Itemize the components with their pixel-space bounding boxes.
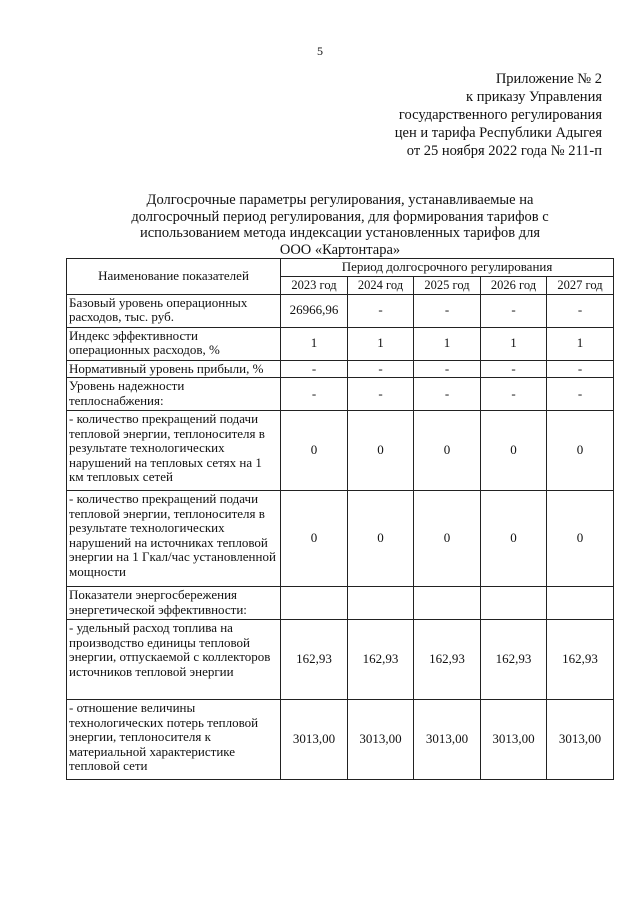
row-label: - количество прекращений подачи тепловой энергии, теплоносителя в результате технологических нарушений на источниках тепловой энергии на 1 Гкал/час установленной мощности bbox=[67, 491, 281, 587]
table-cell: 0 bbox=[281, 411, 348, 491]
table-row bbox=[67, 620, 614, 700]
appendix-line: от 25 ноября 2022 года № 211-п bbox=[406, 143, 602, 159]
table-cell: 0 bbox=[348, 411, 414, 491]
row-label: Индекс эффективности операционных расходов, % bbox=[67, 327, 281, 360]
title-line: ООО «Картонтара» bbox=[279, 241, 401, 258]
row-label: Уровень надежности теплоснабжения: bbox=[67, 378, 281, 411]
year-header: 2024 год bbox=[348, 276, 414, 294]
table-cell: 1 bbox=[547, 327, 614, 360]
table-cell: - bbox=[348, 360, 414, 378]
table-cell: 3013,00 bbox=[414, 700, 481, 780]
table-cell: 1 bbox=[481, 327, 547, 360]
table-cell: 26966,96 bbox=[281, 294, 348, 327]
table-cell: 3013,00 bbox=[481, 700, 547, 780]
table-row bbox=[67, 327, 614, 360]
appendix-line: государственного регулирования bbox=[398, 107, 602, 123]
table-row bbox=[67, 378, 614, 411]
table-cell: 162,93 bbox=[547, 620, 614, 700]
table-cell: 162,93 bbox=[414, 620, 481, 700]
table-cell bbox=[414, 587, 481, 620]
table-cell: - bbox=[348, 378, 414, 411]
table-cell: 162,93 bbox=[348, 620, 414, 700]
table-row bbox=[67, 700, 614, 780]
table-cell: 0 bbox=[348, 491, 414, 587]
table-cell: - bbox=[281, 360, 348, 378]
appendix-line: Приложение № 2 bbox=[495, 71, 602, 87]
table-cell: 0 bbox=[414, 491, 481, 587]
table-cell bbox=[481, 587, 547, 620]
table-cell: 3013,00 bbox=[547, 700, 614, 780]
table-cell: 1 bbox=[348, 327, 414, 360]
table-cell: 162,93 bbox=[481, 620, 547, 700]
table-cell: 0 bbox=[281, 491, 348, 587]
table-cell: 3013,00 bbox=[281, 700, 348, 780]
appendix-line: цен и тарифа Республики Адыгея bbox=[394, 125, 602, 141]
table-cell bbox=[348, 587, 414, 620]
table-cell: 3013,00 bbox=[348, 700, 414, 780]
table-cell: 0 bbox=[547, 411, 614, 491]
table-cell: - bbox=[414, 378, 481, 411]
column-header-name: Наименование показателей bbox=[67, 259, 281, 295]
regulation-parameters-table bbox=[66, 258, 614, 780]
title-line: долгосрочный период регулирования, для формирования тарифов с bbox=[131, 208, 549, 225]
row-label: Нормативный уровень прибыли, % bbox=[67, 360, 281, 378]
column-header-period: Период долгосрочного регулирования bbox=[281, 259, 614, 277]
table-cell: 162,93 bbox=[281, 620, 348, 700]
table-cell bbox=[547, 587, 614, 620]
table-cell: - bbox=[547, 360, 614, 378]
table-cell: 0 bbox=[414, 411, 481, 491]
row-label: - удельный расход топлива на производство единицы тепловой энергии, отпускаемой с коллекторов источников тепловой энергии bbox=[67, 620, 281, 700]
appendix-line: к приказу Управления bbox=[466, 89, 602, 105]
table-cell: - bbox=[481, 378, 547, 411]
row-label: - отношение величины технологических потерь тепловой энергии, теплоносителя к материальной характеристике тепловой сети bbox=[67, 700, 281, 780]
year-header: 2027 год bbox=[547, 276, 614, 294]
table-cell: - bbox=[481, 294, 547, 327]
table-cell: 0 bbox=[481, 411, 547, 491]
table-cell: - bbox=[414, 360, 481, 378]
table-row bbox=[67, 491, 614, 587]
table-cell: - bbox=[547, 294, 614, 327]
table-cell: - bbox=[348, 294, 414, 327]
table-cell: - bbox=[481, 360, 547, 378]
year-header: 2023 год bbox=[281, 276, 348, 294]
table-cell: 1 bbox=[281, 327, 348, 360]
year-header: 2026 год bbox=[481, 276, 547, 294]
document-title bbox=[70, 192, 610, 258]
table-cell: 0 bbox=[481, 491, 547, 587]
table-row bbox=[67, 294, 614, 327]
table-cell bbox=[281, 587, 348, 620]
year-header: 2025 год bbox=[414, 276, 481, 294]
page-number: 5 bbox=[317, 44, 323, 58]
title-line: Долгосрочные параметры регулирования, устанавливаемые на bbox=[146, 192, 534, 208]
table-row bbox=[67, 411, 614, 491]
row-label: Показатели энергосбережения энергетической эффективности: bbox=[67, 587, 281, 620]
table-row bbox=[67, 587, 614, 620]
row-label: Базовый уровень операционных расходов, тыс. руб. bbox=[67, 294, 281, 327]
table-cell: - bbox=[281, 378, 348, 411]
appendix-header bbox=[302, 70, 602, 160]
table-cell: - bbox=[414, 294, 481, 327]
row-label: - количество прекращений подачи тепловой энергии, теплоносителя в результате технологических нарушений на тепловых сетях на 1 км тепловых сетей bbox=[67, 411, 281, 491]
table-cell: 0 bbox=[547, 491, 614, 587]
table-cell: - bbox=[547, 378, 614, 411]
title-line: использованием метода индексации установленных тарифов для bbox=[139, 225, 541, 241]
table-row bbox=[67, 360, 614, 378]
table-cell: 1 bbox=[414, 327, 481, 360]
